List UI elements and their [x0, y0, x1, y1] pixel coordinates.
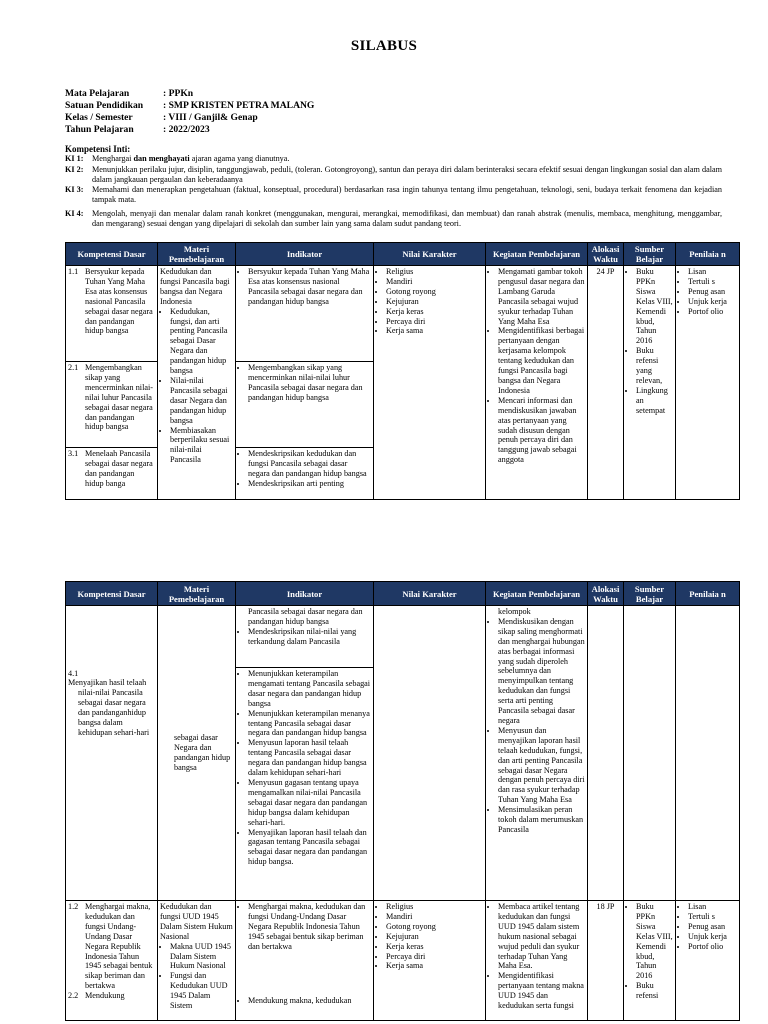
- ki-item: [65, 154, 722, 164]
- info-value: : PPKn: [163, 88, 194, 99]
- syllabus-table-2: [65, 581, 740, 1021]
- header-sumber: Sumber Belajar: [624, 582, 676, 606]
- sumber-cell: [624, 266, 676, 500]
- indikator-cell: [236, 668, 374, 901]
- table-header-row: [66, 582, 740, 606]
- list-item: • Kerja sama: [386, 961, 483, 971]
- kd-cell: 1.1 Bersyukur kepada Tuhan Yang Maha Esa atas konsensus nasional Pancasila sebagai dasar negara dan pandangan hidup bangsa: [66, 266, 158, 362]
- sumber-cell: [624, 901, 676, 1021]
- nilai-cell: [374, 901, 486, 1021]
- kegiatan-cell: kelompok • Mendiskusikan dengan sikap saling menghormati dan menghargai hubungan atas berbagai informasi yang sudah diperoleh sebelumnya dan menyimpulkan tentang kedudukan dan fungsi serta arti penting Pancasila sebagai dasar negara • Menyusun dan menyajikan laporan hasil telaah kedudukan, fungsi, dan arti penting Pancasila sebagai dasar Negara dengan penuh percaya diri dan rasa syukur terhadap Tuhan Yang Maha Esa • Mensimulasikan peran tokoh dalam merumuskan Pancasila: [486, 606, 588, 901]
- course-info: [65, 88, 314, 136]
- header-materi: Materi Pemebelajaran: [158, 582, 236, 606]
- list-item: • Mendeskripsikan kedudukan dan fungsi Pancasila sebagai dasar negara dan pandangan hidup bangsa: [248, 449, 371, 479]
- table-row: [66, 901, 740, 1021]
- ki-item: [65, 185, 722, 206]
- info-row-school: [65, 100, 314, 112]
- materi-cell: sebagai dasar Negara dan pandangan hidup bangsa: [158, 606, 236, 901]
- alokasi-cell: 18 JP: [588, 901, 624, 1021]
- sumber-cell: [624, 606, 676, 901]
- header-penilaian: Penilaia n: [676, 582, 740, 606]
- kd-cell: [66, 606, 158, 668]
- list-item: • Fungsi dan Kedudukan UUD 1945 Dalam Sistem: [170, 971, 233, 1011]
- list-item: • Buku refensi yang relevan,: [636, 346, 673, 386]
- header-nilai-karakter: Nilai Karakter: [374, 582, 486, 606]
- list-item: • Mengidentifikasi berbagai pertanyaan dengan kerjasama kelompok tentang kedudukan dan fungsi Pancasila bagi bangsa dan Negara Indonesia: [498, 326, 585, 395]
- kd-cell: 3.1 Menelaah Pancasila sebagai dasar negara dan pandangan hidup banga: [66, 448, 158, 500]
- list-item: • Percaya diri: [386, 317, 483, 327]
- header-kegiatan: Kegiatan Pembelajaran: [486, 582, 588, 606]
- info-label: Mata Pelajaran: [65, 88, 130, 99]
- list-item: • Mendeskripsikan nilai-nilai yang terkandung dalam Pancasila: [248, 627, 371, 647]
- list-item: • Mengembangkan sikap yang mencerminkan nilai-nilai luhur Pancasila sebagai dasar negara dan pandangan hidup bangsa: [248, 363, 371, 403]
- ki-item: [65, 165, 722, 186]
- kegiatan-cell: [486, 901, 588, 1021]
- ki-text: Mengolah, menyaji dan menalar dalam ranah konkret (menggunakan, mengurai, merangkai, memodifikasi, dan membuat) dan ranah abstrak (menulis, membaca, menghitung, menggambar, dan mengarang) sesuai dengan yang dipelajari di sekolah dan sumber lain yang sama dalam sudut pandang teori.: [92, 208, 722, 229]
- alokasi-cell: 24 JP: [588, 266, 624, 500]
- kd-cell: 1.2 Menghargai makna, kedudukan dan fungsi Undang-Undang Dasar Negara Republik Indonesia Tahun 1945 sebagai bentuk sikap beriman dan bertakwa 2.2 Mendukung: [66, 901, 158, 1021]
- info-row-subject: [65, 88, 314, 100]
- ki-label: KI 3:: [65, 185, 84, 195]
- alokasi-cell: [588, 606, 624, 901]
- list-item: • Bersyukur kepada Tuhan Yang Maha Esa atas konsensus nasional Pancasila sebagai dasar negara dan pandangan hidup bangsa: [248, 267, 371, 307]
- list-item: • Mendukung makna, kedudukan: [248, 996, 371, 1006]
- penilaian-cell: [676, 606, 740, 901]
- ki-text: Menghargai dan menghayati ajaran agama yang dianutnya.: [92, 154, 290, 164]
- indikator-cell: [236, 266, 374, 362]
- header-alokasi: Alokasi Waktu: [588, 243, 624, 266]
- header-kompetensi-dasar: Kompetensi Dasar: [66, 582, 158, 606]
- kegiatan-cell: [486, 266, 588, 500]
- list-item: • Mensimulasikan peran tokoh dalam merumuskan Pancasila: [498, 805, 585, 835]
- list-item: • Penug asan: [688, 922, 737, 932]
- penilaian-cell: [676, 901, 740, 1021]
- list-item: • Kerja sama: [386, 326, 483, 336]
- list-item: • Penug asan: [688, 287, 737, 297]
- table-header-row: [66, 243, 740, 266]
- list-item: • Nilai-nilai Pancasila sebagai dasar Negara dan pandangan hidup bangsa: [170, 376, 233, 426]
- list-item: • Tertuli s: [688, 912, 737, 922]
- nilai-cell: [374, 606, 486, 901]
- header-nilai-karakter: Nilai Karakter: [374, 243, 486, 266]
- list-item: • Mendeskripsikan arti penting: [248, 479, 371, 489]
- list-item: • Unjuk kerja: [688, 932, 737, 942]
- list-item: • Lingkung an setempat: [636, 386, 673, 416]
- syllabus-table-1: [65, 242, 740, 500]
- list-item: • Menunjukkan keterampilan mengamati tentang Pancasila sebagai dasar negara dan pandangan hidup bangsa: [248, 669, 371, 709]
- list-item: • Kerja keras: [386, 307, 483, 317]
- list-item: • Mendiskusikan dengan sikap saling menghormati dan menghargai hubungan atas berbagai informasi yang sudah diperoleh sebelumnya dan menyimpulkan tentang kedudukan dan fungsi serta arti penting Pancasila sebagai dasar negara: [498, 617, 585, 726]
- header-indikator: Indikator: [236, 243, 374, 266]
- ki-label: KI 1:: [65, 154, 84, 164]
- kd-cell: 4.1 Menyajikan hasil telaah nilai-nilai Pancasila sebagai dasar negara dan pandanganhidup bangsa dalam kehidupan sehari-hari: [66, 668, 158, 901]
- list-item: • Mandiri: [386, 912, 483, 922]
- info-label: Tahun Pelajaran: [65, 124, 134, 135]
- list-item: • Lisan: [688, 902, 737, 912]
- info-label: Kelas / Semester: [65, 112, 133, 123]
- indikator-cell: Pancasila sebagai dasar negara dan pandangan hidup bangsa • Mendeskripsikan nilai-nilai yang terkandung dalam Pancasila: [236, 606, 374, 668]
- list-item: • Menunjukkan keterampilan menanya tentang Pancasila sebagai dasar negara dan pandangan hidup bangsa: [248, 709, 371, 739]
- ki-label: KI 2:: [65, 164, 84, 174]
- list-item: • Portof olio: [688, 942, 737, 952]
- list-item: • Kerja keras: [386, 942, 483, 952]
- ki-text: Memahami dan menerapkan pengetahuan (faktual, konseptual, procedural) berdasarkan rasa ingin tahunya tentang ilmu pengetahuan, teknologi, seni, budaya terkait fenomena dan kejadian tampak mata.: [92, 185, 722, 205]
- list-item: • Percaya diri: [386, 952, 483, 962]
- indikator-cell: [236, 362, 374, 448]
- nilai-cell: [374, 266, 486, 500]
- list-item: • Kedudukan, fungsi, dan arti penting Pancasila sebagai Dasar Negara dan pandangan hidup bangsa: [170, 307, 233, 376]
- list-item: • Makna UUD 1945 Dalam Sistem Hukum Nasional: [170, 942, 233, 972]
- list-item: • Buku refensi: [636, 981, 673, 1001]
- info-label: Satuan Pendidikan: [65, 100, 144, 111]
- list-item: • Gotong royong: [386, 287, 483, 297]
- info-value: : VIII / Ganjil& Genap: [163, 112, 258, 123]
- list-item: • Buku PPKn Siswa Kelas VIII, Kemendi kbud, Tahun 2016: [636, 902, 673, 981]
- header-alokasi: Alokasi Waktu: [588, 582, 624, 606]
- kd-cell: 2.1 Mengembangkan sikap yang mencerminkan nilai-nilai luhur Pancasila sebagai dasar negara dan pandangan hidup bangsa: [66, 362, 158, 448]
- indikator-cell: [236, 901, 374, 1021]
- materi-cell: Kedudukan dan fungsi UUD 1945 Dalam Sistem Hukum Nasional • Makna UUD 1945 Dalam Sistem Hukum Nasional • Fungsi dan Kedudukan UUD 1945 Dalam Sistem: [158, 901, 236, 1021]
- list-item: • Lisan: [688, 267, 737, 277]
- list-item: • Mengidentifikasi pertanyaan tentang makna UUD 1945 dan kedudukan serta fungsi: [498, 971, 585, 1011]
- list-item: • Tertuli s: [688, 277, 737, 287]
- list-item: • Religius: [386, 267, 483, 277]
- header-kompetensi-dasar: Kompetensi Dasar: [66, 243, 158, 266]
- materi-cell: Kedudukan dan fungsi Pancasila bagi bangsa dan Negara Indonesia • Kedudukan, fungsi, dan arti penting Pancasila sebagai Dasar Negara dan pandangan hidup bangsa • Nilai-nilai Pancasila sebagai dasar Negara dan pandangan hidup bangsa • Membiasakan berperilaku sesuai nilai-nilai Pancasila: [158, 266, 236, 500]
- list-item: • Religius: [386, 902, 483, 912]
- ki-heading: Kompetensi Inti:: [65, 144, 131, 154]
- indikator-cell: [236, 448, 374, 500]
- header-kegiatan: Kegiatan Pembelajaran: [486, 243, 588, 266]
- list-item: • Mandiri: [386, 277, 483, 287]
- ki-item: [65, 209, 722, 230]
- list-item: • Membaca artikel tentang kedudukan dan fungsi UUD 1945 dalam sistem hukum nasional sebagai wujud peduli dan syukur terhadap Tuhan Yang Maha Esa.: [498, 902, 585, 971]
- ki-text: Menunjukkan perilaku jujur, disiplin, tanggungjawab, peduli, (toleran. Gotongroyong), santun dan peraya diri dalam berinteraksi secara efektif sesuai dengan lingkungan sosial dan alam dalam dalam jangkauan pergaulan dan keberadaanya: [92, 164, 722, 184]
- list-item: • Menghargai makna, kedudukan dan fungsi Undang-Undang Dasar Negara Republik Indonesia Tahun 1945 sebagai bentuk sikap beriman dan bertakwa: [248, 902, 371, 952]
- info-row-year: [65, 124, 314, 136]
- info-value: : 2022/2023: [163, 124, 210, 135]
- header-indikator: Indikator: [236, 582, 374, 606]
- ki-label: KI 4:: [65, 208, 84, 218]
- list-item: • Menyusun laporan hasil telaah tentang Pancasila sebagai dasar negara dan pandangan hidup bangsa dalam kehidupan sehari-hari: [248, 738, 371, 778]
- list-item: • Kejujuran: [386, 932, 483, 942]
- header-materi: Materi Pemebelajaran: [158, 243, 236, 266]
- table-row: [66, 606, 740, 668]
- list-item: • Menyusun dan menyajikan laporan hasil telaah kedudukan, fungsi, dan arti penting Pancasila sebagai dasar Negara dengan penuh percaya diri dan rasa syukur terhadap Tuhan Yang Maha Esa: [498, 726, 585, 805]
- list-item: • Unjuk kerja: [688, 297, 737, 307]
- list-item: • Buku PPKn Siswa Kelas VIII, Kemendi kbud, Tahun 2016: [636, 267, 673, 346]
- list-item: • Mencari informasi dan mendiskusikan jawaban atas pertanyaan yang sudah disusun dengan penuh percaya diri dan tanggung jawab sebagai anggota: [498, 396, 585, 465]
- header-sumber: Sumber Belajar: [624, 243, 676, 266]
- list-item: • Kejujuran: [386, 297, 483, 307]
- header-penilaian: Penilaia n: [676, 243, 740, 266]
- table-row: [66, 266, 740, 362]
- core-competencies: [65, 144, 722, 229]
- list-item: • Membiasakan berperilaku sesuai nilai-nilai Pancasila: [170, 426, 233, 466]
- list-item: • Menyajikan laporan hasil telaah dan gagasan tentang Pancasila sebagai sebagai dasar negara dan pandangan hidup bangsa.: [248, 828, 371, 868]
- list-item: • Menyusun gagasan tentang upaya mengamalkan nilai-nilai Pancasila sebagai dasar negara dan pandangan hidup bangsa dalam kehidupan sehari-hari.: [248, 778, 371, 828]
- document-title: SILABUS: [350, 38, 418, 54]
- info-row-class: [65, 112, 314, 124]
- penilaian-cell: [676, 266, 740, 500]
- list-item: • Portof olio: [688, 307, 737, 317]
- list-item: • Mengamati gambar tokoh pengusul dasar negara dan Lambang Garuda Pancasila sebagai wujud syukur terhadap Tuhan Yang Maha Esa: [498, 267, 585, 326]
- list-item: • Gotong royong: [386, 922, 483, 932]
- info-value: : SMP KRISTEN PETRA MALANG: [163, 100, 315, 111]
